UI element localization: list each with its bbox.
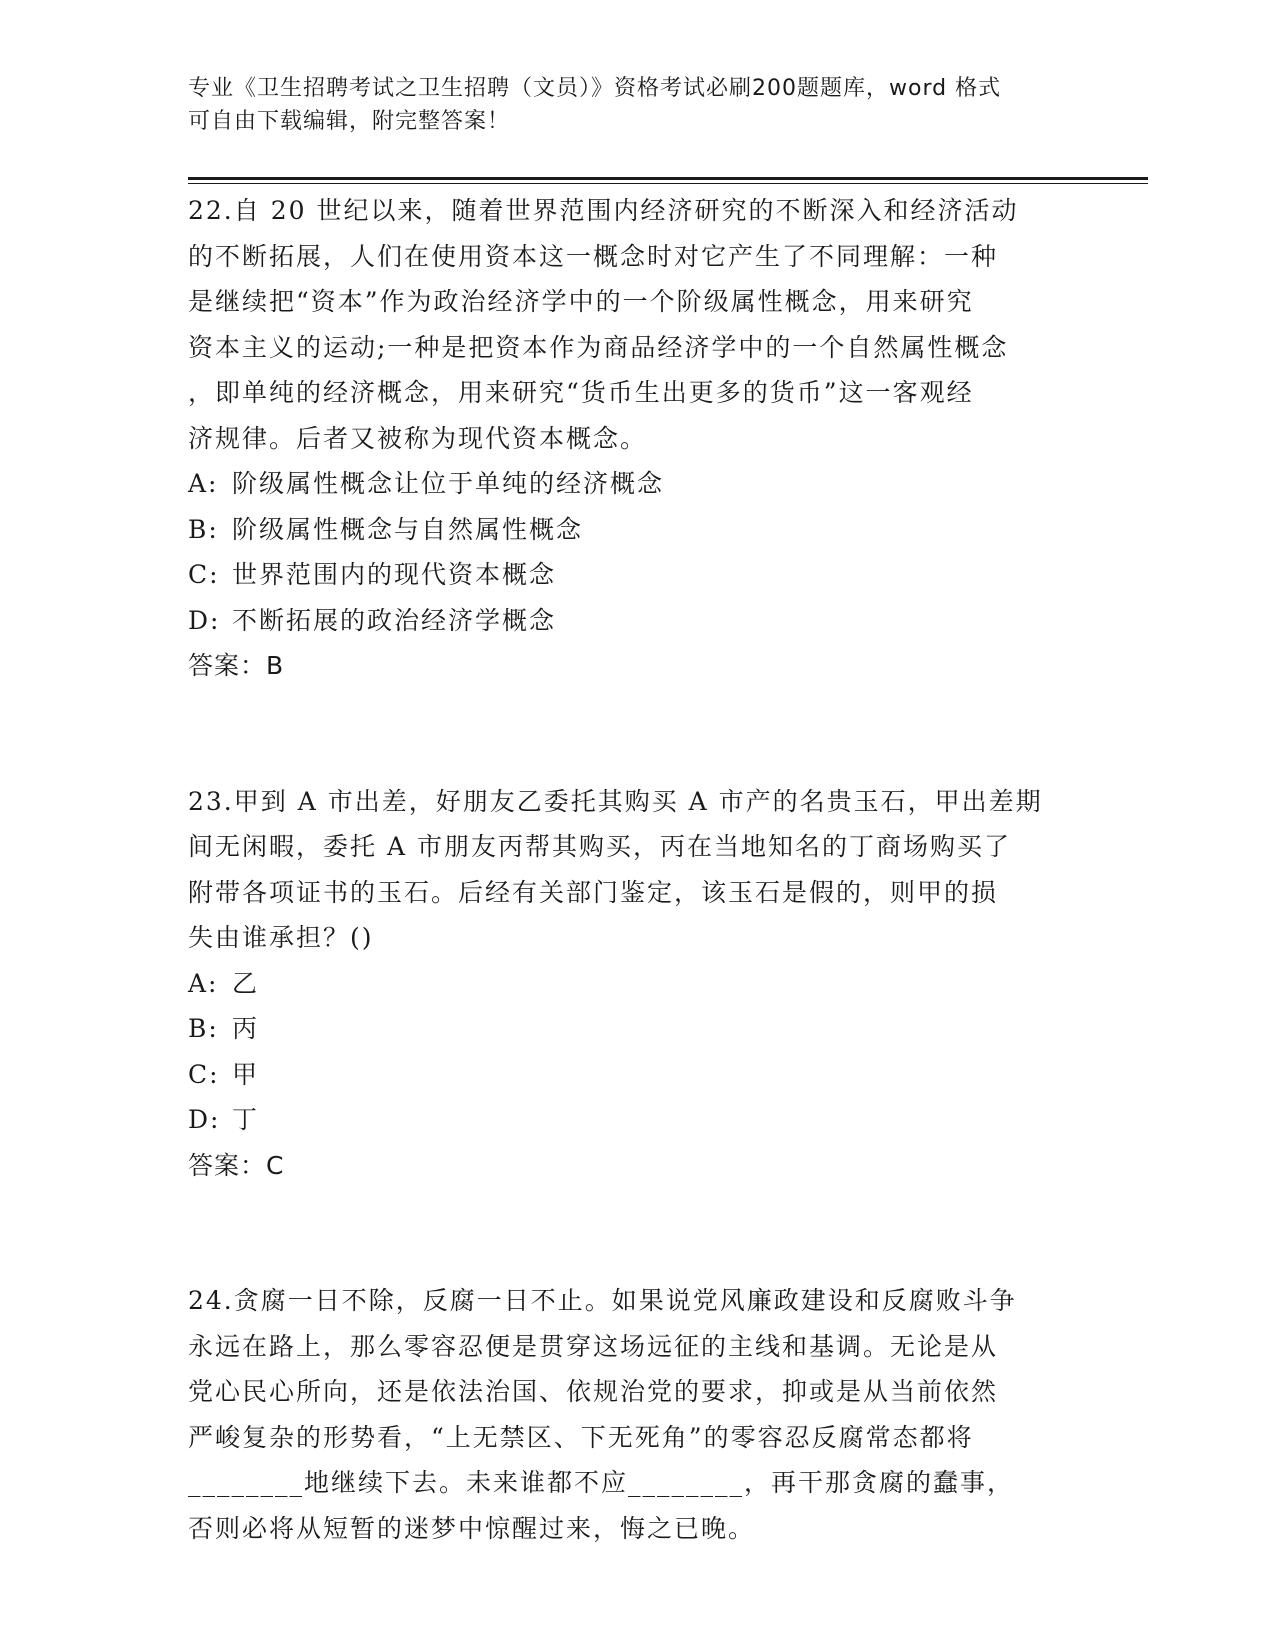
question-24-line: 24.贪腐一日不除，反腐一日不止。如果说党风廉政建设和反腐败斗争	[188, 1286, 1017, 1315]
option-text: 不断拓展的政治经济学概念	[232, 605, 557, 635]
question-24	[188, 1278, 1068, 1551]
question-22-line: 是继续把“资本”作为政治经济学中的一个阶级属性概念，用来研究	[188, 287, 974, 316]
option-c	[188, 552, 1068, 598]
question-22-line: 的不断拓展，人们在使用资本这一概念时对它产生了不同理解：一种	[188, 241, 999, 271]
option-a	[188, 461, 1068, 507]
header-line-1: 专业《卫生招聘考试之卫生招聘（文员）》资格考试必刷200题题库，word 格式	[188, 76, 1002, 101]
question-24-line: 永远在路上，那么零容忍便是贯穿这场远征的主线和基调。无论是从	[188, 1331, 999, 1361]
option-text: 甲	[232, 1059, 260, 1089]
header-line-2: 可自由下载编辑，附完整答案！	[188, 109, 511, 134]
option-c	[188, 1052, 1068, 1098]
question-23-line: 附带各项证书的玉石。后经有关部门鉴定，该玉石是假的，则甲的损	[188, 877, 999, 907]
option-text: 丙	[232, 1014, 260, 1043]
option-text: 阶级属性概念与自然属性概念	[232, 514, 584, 544]
question-22-line: 济规律。后者又被称为现代资本概念。	[188, 423, 648, 453]
question-23-answer: 答案：C	[188, 1150, 285, 1180]
header-rule-thin	[188, 183, 1148, 184]
question-22-text	[188, 188, 1068, 461]
question-22-options	[188, 461, 1068, 643]
question-24-line: 严峻复杂的形势看，“上无禁区、下无死角”的零容忍反腐常态都将	[188, 1422, 974, 1452]
option-b	[188, 1006, 1068, 1052]
header-rule-thick	[188, 177, 1148, 180]
option-text: 丁	[232, 1105, 260, 1134]
question-23-line: 间无闲暇，委托 A 市朋友丙帮其购买，丙在当地知名的丁商场购买了	[188, 832, 1011, 861]
question-22-answer: 答案：B	[188, 651, 285, 680]
question-spacer	[188, 1188, 1068, 1278]
option-letter: B:	[188, 514, 219, 544]
question-22-line: ，即单纯的经济概念，用来研究“货币生出更多的货币”这一客观经	[188, 378, 974, 407]
question-23-options	[188, 961, 1068, 1143]
question-23-line: 23.甲到 A 市出差，好朋友乙委托其购买 A 市产的名贵玉石，甲出差期	[188, 786, 1043, 816]
option-letter: D:	[188, 1105, 221, 1134]
document-header	[188, 72, 1068, 138]
option-a	[188, 961, 1068, 1007]
option-letter: A:	[188, 968, 219, 998]
question-spacer	[188, 689, 1068, 779]
question-22-line: 资本主义的运动;一种是把资本作为商品经济学中的一个自然属性概念	[188, 332, 1009, 362]
option-letter: A:	[188, 469, 219, 498]
option-text: 世界范围内的现代资本概念	[232, 560, 557, 589]
question-22-line: 22.自 20 世纪以来，随着世界范围内经济研究的不断深入和经济活动	[188, 196, 1019, 225]
option-letter: B:	[188, 1014, 219, 1043]
option-letter: C:	[188, 1059, 220, 1089]
option-b	[188, 507, 1068, 553]
question-23-text	[188, 779, 1068, 961]
page-body	[188, 188, 1068, 1551]
option-text: 乙	[232, 968, 260, 998]
option-letter: D:	[188, 605, 221, 635]
question-24-line: 党心民心所向，还是依法治国、依规治党的要求，抑或是从当前依然	[188, 1377, 999, 1406]
question-23	[188, 779, 1068, 1189]
question-24-text	[188, 1278, 1068, 1551]
option-letter: C:	[188, 560, 220, 589]
question-24-line: 否则必将从短暂的迷梦中惊醒过来，悔之已晚。	[188, 1513, 756, 1543]
option-text: 阶级属性概念让位于单纯的经济概念	[232, 469, 665, 498]
question-23-line: 失由谁承担？()	[188, 923, 374, 952]
option-d	[188, 598, 1068, 644]
question-22	[188, 188, 1068, 689]
question-24-line: ________地继续下去。未来谁都不应________，再干那贪腐的蠢事，	[188, 1468, 1015, 1497]
option-d	[188, 1097, 1068, 1143]
